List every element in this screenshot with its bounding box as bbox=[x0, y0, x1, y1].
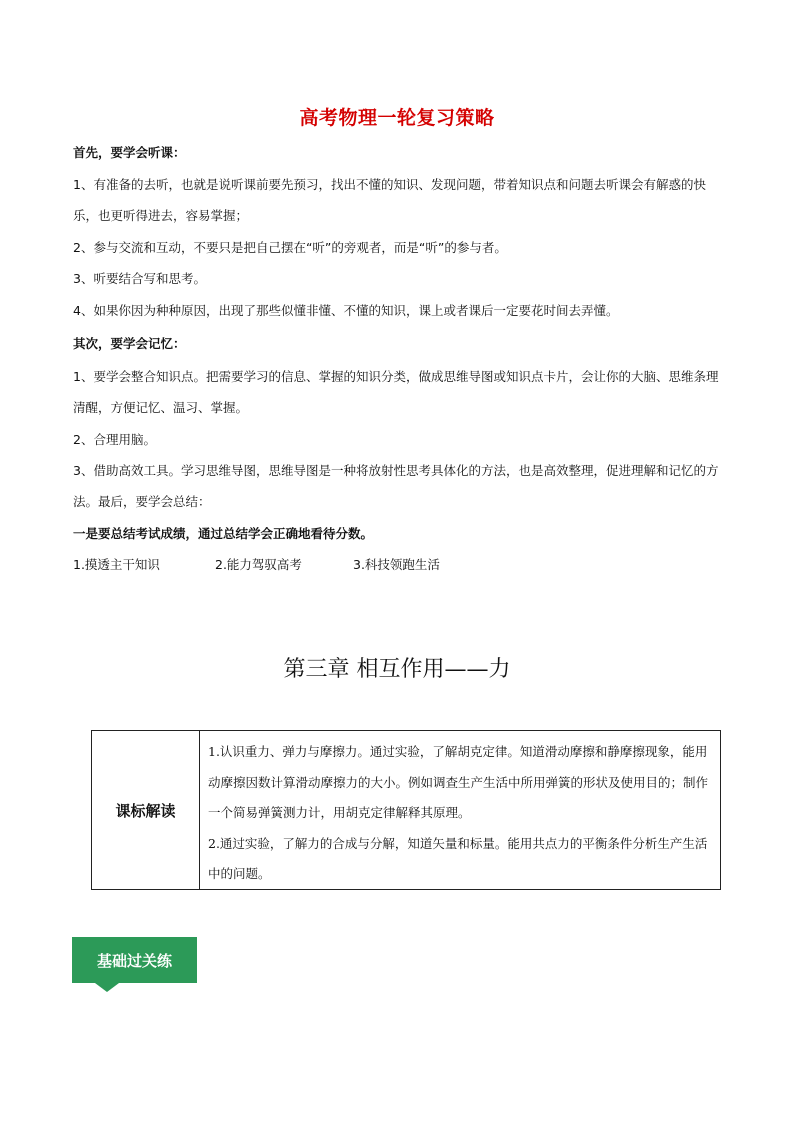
goal-item: 3.科技领跑生活 bbox=[353, 557, 440, 572]
standards-item: 2.通过实验，了解力的合成与分解，知道矢量和标量。能用共点力的平衡条件分析生产生活中的问题。 bbox=[208, 835, 708, 881]
standards-content bbox=[200, 731, 720, 889]
section-heading-summary: 一是要总结考试成绩，通过总结学会正确地看待分数。 bbox=[73, 526, 374, 541]
section-heading-listening: 首先，要学会听课： bbox=[73, 145, 186, 160]
paragraph: 1、要学会整合知识点。把需要学习的信息、掌握的知识分类，做成思维导图或知识点卡片，会让你的大脑、思维条理清醒，方便记忆、温习、掌握。 bbox=[73, 369, 719, 415]
standards-box bbox=[91, 730, 721, 890]
paragraph: 3、借助高效工具。学习思维导图，思维导图是一种将放射性思考具体化的方法，也是高效整理，促进理解和记忆的方法。最后，要学会总结： bbox=[73, 463, 719, 509]
goal-item: 2.能力驾驭高考 bbox=[215, 557, 302, 572]
document-title: 高考物理一轮复习策略 bbox=[299, 107, 495, 129]
goals-line bbox=[73, 552, 440, 578]
paragraph: 2、合理用脑。 bbox=[73, 432, 156, 447]
standards-label: 课标解读 bbox=[92, 731, 200, 889]
goal-item: 1.摸透主干知识 bbox=[73, 557, 160, 572]
paragraph: 1、有准备的去听，也就是说听课前要先预习，找出不懂的知识、发现问题，带着知识点和问题去听课会有解惑的快乐，也更听得进去，容易掌握； bbox=[73, 177, 706, 223]
section-badge: 基础过关练 bbox=[72, 937, 197, 983]
paragraph: 3、听要结合写和思考。 bbox=[73, 271, 206, 286]
badge-pointer bbox=[95, 983, 119, 992]
chapter-title: 第三章 相互作用——力 bbox=[283, 657, 511, 682]
section-heading-memory: 其次，要学会记忆： bbox=[73, 336, 186, 351]
standards-item: 1.认识重力、弹力与摩擦力。通过实验，了解胡克定律。知道滑动摩擦和静摩擦现象，能用动摩擦因数计算滑动摩擦力的大小。例如调查生产生活中所用弹簧的形状及使用目的；制作一个简易弹簧测力计，用胡克定律解释其原理。 bbox=[208, 744, 709, 820]
paragraph: 2、参与交流和互动，不要只是把自己摆在“听”的旁观者，而是“听”的参与者。 bbox=[73, 240, 507, 255]
paragraph: 4、如果你因为种种原因，出现了那些似懂非懂、不懂的知识，课上或者课后一定要花时间去弄懂。 bbox=[73, 303, 619, 318]
